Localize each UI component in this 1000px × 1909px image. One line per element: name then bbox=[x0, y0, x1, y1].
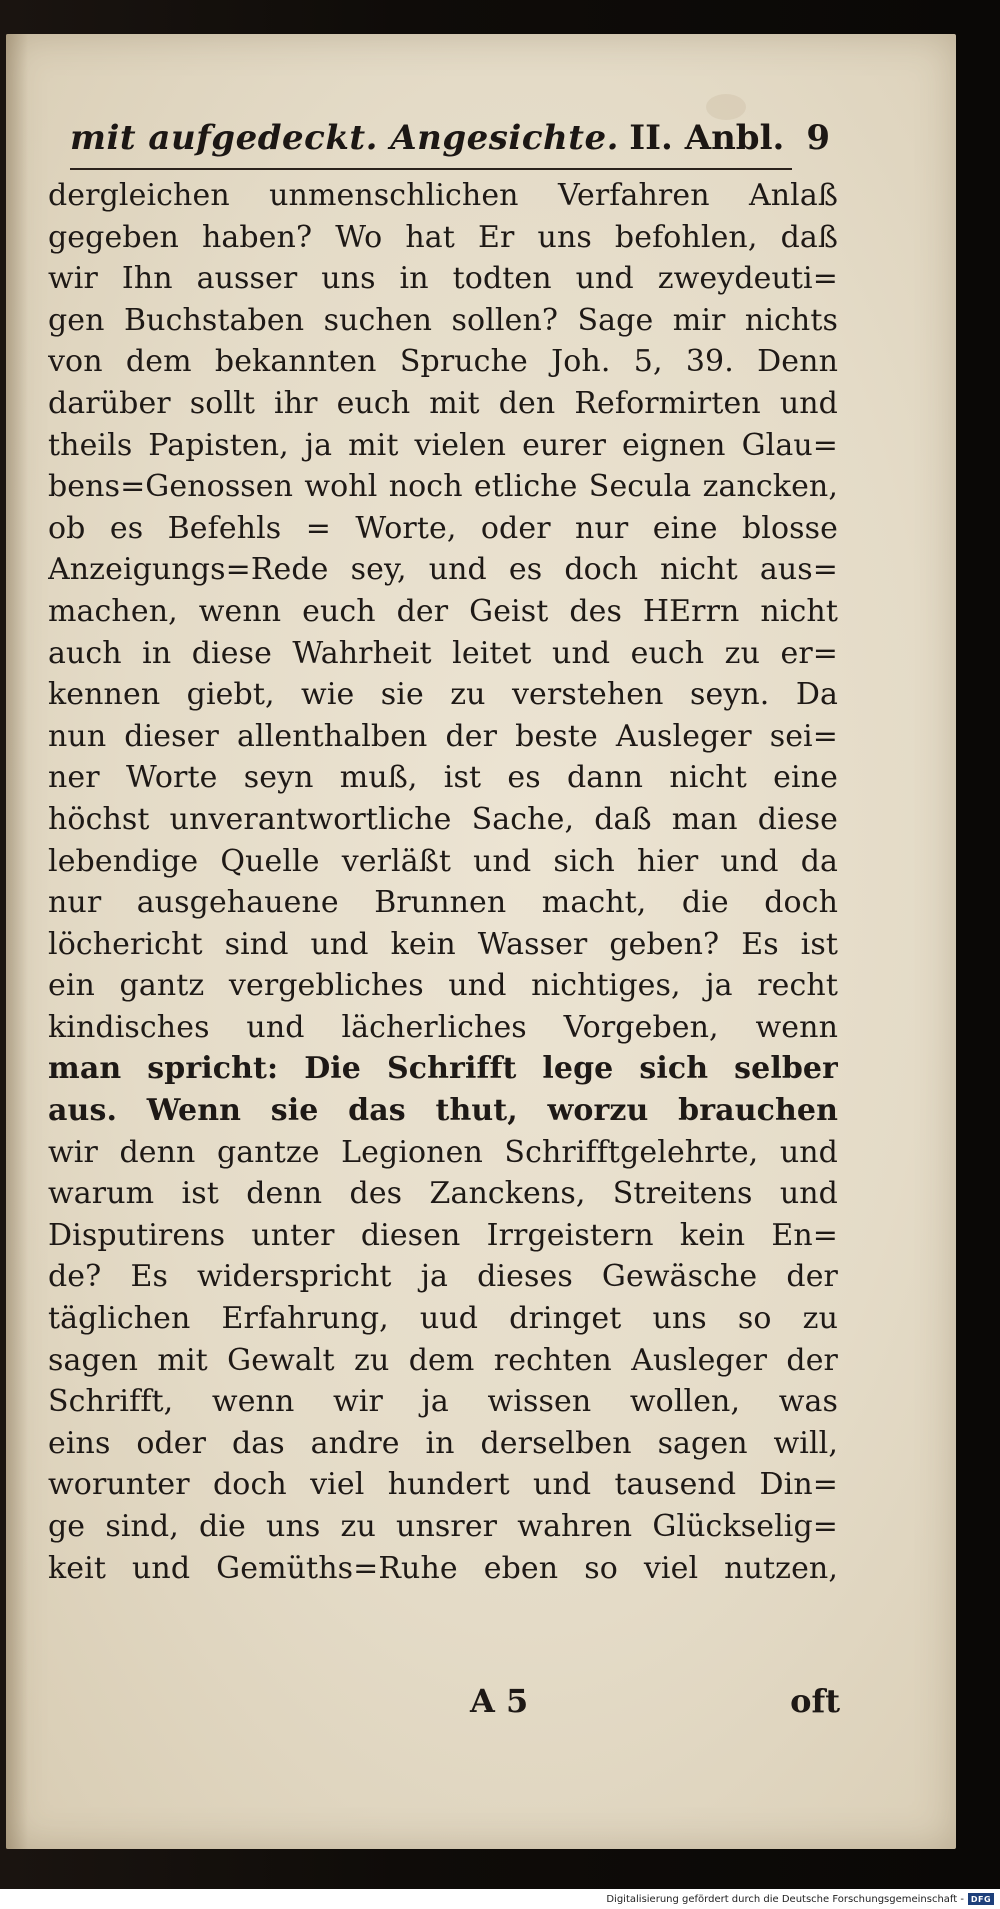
text-line: gen Buchstaben suchen sollen? Sage mir nichts bbox=[48, 302, 838, 338]
digitization-footer bbox=[0, 1889, 1000, 1909]
running-head-section: II. Anbl. bbox=[629, 118, 785, 158]
page-gutter-shadow bbox=[6, 34, 28, 1849]
page-number: 9 bbox=[806, 118, 830, 158]
text-line: nur ausgehauene Brunnen macht, die doch bbox=[48, 885, 838, 921]
text-line: eins oder das andre in derselben sagen will, bbox=[48, 1425, 838, 1461]
text-line: von dem bekannten Spruche Joh. 5, 39. Denn bbox=[48, 344, 838, 380]
text-line: dergleichen unmenschlichen Verfahren Anlaß bbox=[48, 178, 838, 213]
text-line: de? Es widerspricht ja dieses Gewäsche der bbox=[48, 1259, 838, 1295]
text-line: warum ist denn des Zanckens, Streitens und bbox=[48, 1176, 838, 1212]
running-head bbox=[70, 118, 830, 166]
text-line: höchst unverantwortliche Sache, daß man diese bbox=[48, 801, 838, 837]
text-line: lebendige Quelle verläßt und sich hier und da bbox=[48, 843, 838, 879]
text-line: theils Papisten, ja mit vielen eurer eignen Glau= bbox=[48, 427, 838, 463]
text-line-emphasis: man spricht: Die Schrifft lege sich selber bbox=[48, 1051, 838, 1087]
text-line: ner Worte seyn muß, ist es dann nicht eine bbox=[48, 760, 838, 796]
text-line: nun dieser allenthalben der beste Ausleger sei= bbox=[48, 718, 838, 754]
text-line: ge sind, die uns zu unsrer wahren Glückselig= bbox=[48, 1509, 838, 1544]
text-line: kennen giebt, wie sie zu verstehen seyn. Da bbox=[48, 677, 838, 713]
catchword: oft bbox=[790, 1682, 840, 1720]
text-line: gegeben haben? Wo hat Er uns befohlen, daß bbox=[48, 219, 838, 255]
text-line: ein gantz vergebliches und nichtiges, ja recht bbox=[48, 968, 838, 1004]
body-text bbox=[48, 175, 838, 1589]
text-line: kindisches und lächerliches Vorgeben, wenn bbox=[48, 1009, 838, 1045]
text-line: ob es Befehls = Worte, oder nur eine blosse bbox=[48, 510, 838, 546]
running-head-right bbox=[629, 118, 830, 158]
text-line: löchericht sind und kein Wasser geben? Es ist bbox=[48, 926, 838, 962]
dfg-logo-icon: DFG bbox=[968, 1893, 994, 1905]
signature-mark: A 5 bbox=[470, 1682, 529, 1720]
text-line: darüber sollt ihr euch mit den Reformirten und bbox=[48, 385, 838, 421]
text-line: Disputirens unter diesen Irrgeistern kein En= bbox=[48, 1217, 838, 1253]
text-line: keit und Gemüths=Ruhe eben so viel nutzen, bbox=[48, 1550, 838, 1586]
text-line: worunter doch viel hundert und tausend Din= bbox=[48, 1467, 838, 1503]
text-line: bens=Genossen wohl noch etliche Secula zancken, bbox=[48, 469, 838, 505]
paper-stain bbox=[706, 94, 746, 120]
text-line-emphasis: aus. Wenn sie das thut, worzu brauchen bbox=[48, 1093, 838, 1129]
text-line: machen, wenn euch der Geist des HErrn nicht bbox=[48, 593, 838, 629]
text-line: Anzeigungs=Rede sey, und es doch nicht aus= bbox=[48, 552, 838, 588]
text-line: täglichen Erfahrung, uud dringet uns so zu bbox=[48, 1301, 838, 1337]
text-line: Schrifft, wenn wir ja wissen wollen, was bbox=[48, 1384, 838, 1420]
catchline bbox=[470, 1682, 840, 1720]
running-head-title: mit aufgedeckt. Angesichte. bbox=[70, 118, 619, 158]
text-line: wir denn gantze Legionen Schrifftgelehrte, und bbox=[48, 1134, 838, 1170]
running-head-rule bbox=[70, 168, 792, 170]
funding-credit: Digitalisierung gefördert durch die Deutsche Forschungsgemeinschaft - bbox=[606, 1893, 964, 1905]
text-line: wir Ihn ausser uns in todten und zweydeuti= bbox=[48, 261, 838, 297]
text-line: sagen mit Gewalt zu dem rechten Ausleger der bbox=[48, 1342, 838, 1378]
text-line: auch in diese Wahrheit leitet und euch zu er= bbox=[48, 635, 838, 671]
